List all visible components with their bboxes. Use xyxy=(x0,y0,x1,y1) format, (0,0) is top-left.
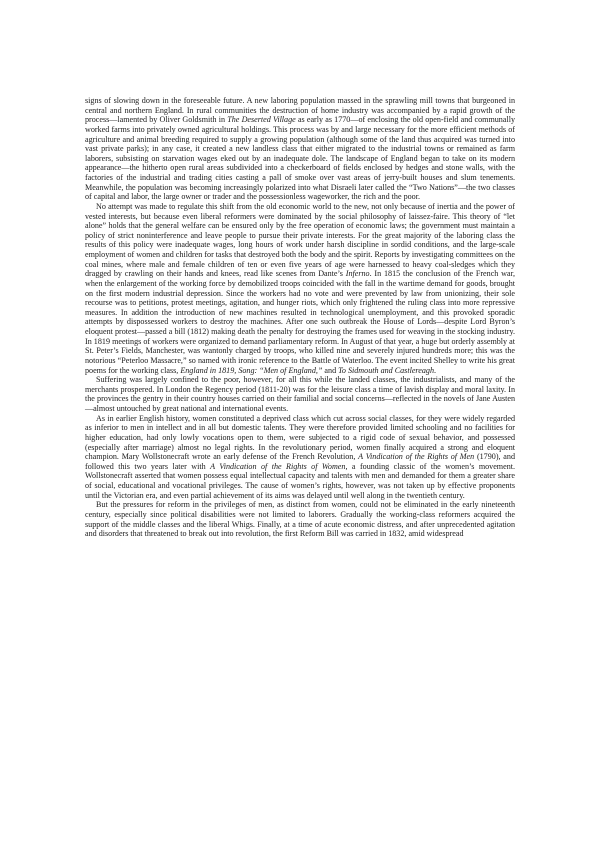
body-paragraph xyxy=(85,500,515,539)
body-paragraph xyxy=(85,414,515,501)
document-page xyxy=(85,96,515,539)
italic-title: The Deserted Village xyxy=(227,115,296,125)
body-paragraph xyxy=(85,375,515,414)
text-run: as early as 1770—of enclosing the old open-field and communally worked farms into privately owned agricultural holdings. This process was by and large necessary for the more efficient methods of agriculture and animal breeding required to supply a growing population (although some of the land thus acquired was turned into vast private parks); in any case, it created a new landless class that either migrated to the industrial towns or remained as farm laborers, subsisting on starvation wages eked out by an inadequate dole. The landscape of England began to take on its modern appearance—the hitherto open rural areas subdivided into a checkerboard of fields enclosed by hedges and stone walls, with the factories of the industrial and trading cities casting a pall of smoke over vast areas of jerry-built houses and slum tenements. Meanwhile, the population was becoming increasingly polarized into what Disraeli later called the “Two Nations”—the two classes of capital and labor, the large owner or trader and the possessionless wageworker, the rich and the poor. xyxy=(85,115,515,202)
text-run: (1790), and followed this two years later with xyxy=(85,452,515,471)
text-run: As in earlier English history, women constituted a deprived class which cut across social classes, for they were widely regarded as inferior to men in intellect and in all but domestic talents. They were therefore provided limited schooling and no facilities for higher education, had only lowly vocations open to them, were subjected to a rigid code of sexual behavior, and possessed (especially after marriage) almost no legal rights. In the revolutionary period, women finally acquired a strong and eloquent champion. Mary Wollstonecraft wrote an early defense of the French Revolution, xyxy=(85,413,515,462)
body-paragraph xyxy=(85,202,515,375)
body-paragraph xyxy=(85,96,515,202)
text-run: and xyxy=(322,365,339,375)
text-run: . In 1815 the conclusion of the French war, when the enlargement of the working force by demobilized troops coincided with the fall in the wartime demand for goods, brought on the first modern industrial depression. Since the workers had no vote and were prevented by law from unionizing, their sole recourse was to petitions, protest meetings, agitation, and hunger riots, which only frightened the ruling class into more repressive measures. In addition the introduction of new machines resulted in technological unemployment, and this provoked sporadic attempts by dispossessed workers to destroy the machines. After one such outbreak the House of Lords—despite Lord Byron’s eloquent protest—passed a bill (1812) making death the penalty for destroying the frames used for weaving in the stocking industry. In 1819 meetings of workers were organized to demand parliamentary reform. In August of that year, a huge but orderly assembly at St. Peter’s Fields, Manchester, was wantonly charged by troops, who killed nine and severely injured hundreds more; this was the notorious “Peterloo Massacre,” so named with ironic reference to the Battle of Waterloo. The event incited Shelley to write his great poems for the working class, xyxy=(85,269,515,375)
text-run: No attempt was made to regulate this shift from the old economic world to the new, not only because of inertia and the power of vested interests, but because even liberal reformers were dominated by the social philosophy of laissez-faire. This theory of “let alone” holds that the general welfare can be ensured only by the free operation of economic laws; the government must maintain a policy of strict noninterference and leave people to pursue their private interests. For the great majority of the laboring class the results of this policy were inadequate wages, long hours of work under harsh discipline in sordid conditions, and the large-scale employment of women and children for tasks that destroyed both the body and the spirit. Reports by investigating committees on the coal mines, where male and female children of ten or even five years of age were harnessed to heavy coal-sledges which they dragged by crawling on their hands and knees, read like scenes from Dante’s xyxy=(85,201,516,279)
text-run: . xyxy=(434,365,437,375)
italic-title: Inferno xyxy=(345,269,370,279)
text-run: Suffering was largely confined to the poor, however, for all this while the landed classes, the industrialists, and many of the merchants prospered. In London the Regency period (1811-20) was for the leisure class a time of lavish display and moral laxity. In the provinces the gentry in their country houses carried on their familial and social concerns—reflected in the novels of Jane Austen—almost untouched by great national and international events. xyxy=(85,375,515,413)
italic-title: A Vindication of the Rights of Men xyxy=(358,452,475,462)
text-run: But the pressures for reform in the privileges of men, as distinct from women, could not be eliminated in the early nineteenth century, especially since political disabilities were not limited to laborers. Gradually the working-class reformers acquired the support of the middle classes and the liberal Whigs. Finally, at a time of acute economic distress, and after unprecedented agitation and disorders that threatened to break out into revolution, the first Reform Bill was carried in 1832, amid widespread xyxy=(85,500,515,539)
text-run: , a founding classic of the women’s movement. Wollstonecraft asserted that women possess equal intellectual capacity and talents with men and demanded for them a greater share of social, educational and vocational privileges. The cause of women’s rights, however, was not taken up by effective proponents until the Victorian era, and even partial achievement of its aims was delayed until well along in the twentieth century. xyxy=(85,461,516,500)
italic-title: To Sidmouth and Castlereagh xyxy=(338,365,435,375)
text-run: signs of slowing down in the foreseeable future. A new laboring population massed in the sprawling mill towns that burgeoned in central and northern England. In rural communities the destruction of home industry was accompanied by a rapid growth of the process—lamented by Oliver Goldsmith in xyxy=(85,96,515,125)
italic-title: England in 1819, Song: “Men of England,” xyxy=(180,365,323,375)
italic-title: A Vindication of the Rights of Women xyxy=(210,461,346,471)
